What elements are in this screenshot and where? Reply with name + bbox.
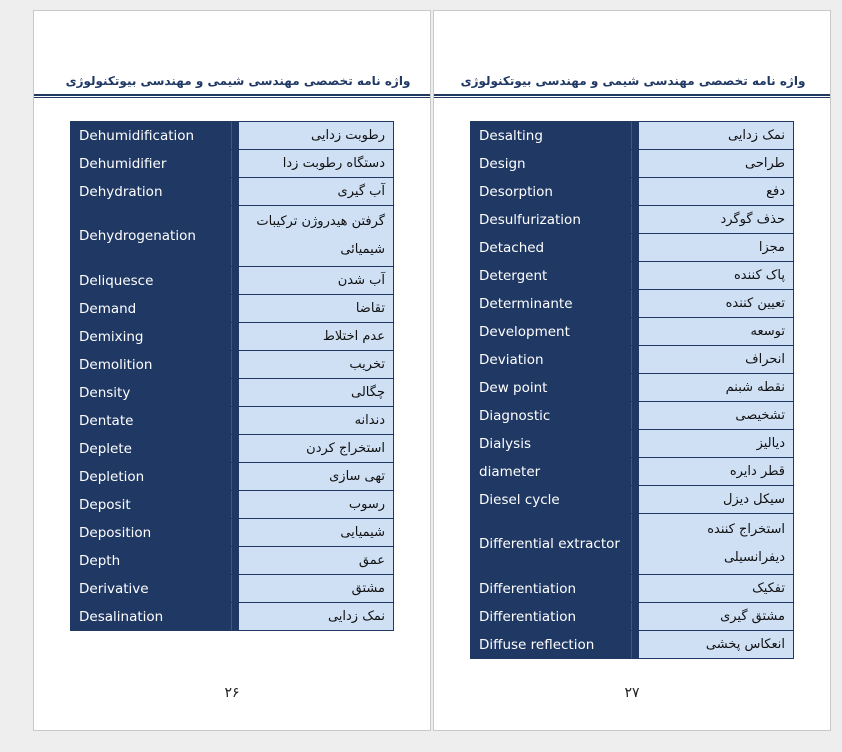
term-cell: Desorption	[471, 178, 639, 206]
table-row	[471, 458, 794, 486]
translation-cell: نمک زدایی	[239, 603, 394, 631]
table-row	[471, 374, 794, 402]
table-row	[71, 491, 394, 519]
translation-cell: نمک زدایی	[639, 122, 794, 150]
term-cell: Dehumidification	[71, 122, 239, 150]
translation-cell: مشتق	[239, 575, 394, 603]
header-rule	[34, 94, 430, 98]
page-number: ۲۷	[624, 685, 640, 701]
table-row	[71, 323, 394, 351]
term-cell: Dew point	[471, 374, 639, 402]
term-cell: Dialysis	[471, 430, 639, 458]
term-cell: Dentate	[71, 407, 239, 435]
term-cell: Desalination	[71, 603, 239, 631]
table-row	[471, 234, 794, 262]
table-row	[471, 631, 794, 659]
translation-cell: آب شدن	[239, 267, 394, 295]
table-row	[471, 318, 794, 346]
table-row	[471, 178, 794, 206]
translation-cell: دفع	[639, 178, 794, 206]
table-row	[471, 575, 794, 603]
table-row	[71, 463, 394, 491]
term-cell: Differentiation	[471, 575, 639, 603]
translation-cell: سیکل دیزل	[639, 486, 794, 514]
table-row	[471, 206, 794, 234]
translation-cell: استخراج کننده دیفرانسیلی	[639, 514, 794, 575]
term-cell: Development	[471, 318, 639, 346]
translation-cell: تهی سازی	[239, 463, 394, 491]
header-title: واژه نامه تخصصی مهندسی شیمی و مهندسی بیوتکنولوژی	[460, 74, 806, 88]
translation-cell: تشخیصی	[639, 402, 794, 430]
term-cell: Dehumidifier	[71, 150, 239, 178]
left-page	[33, 10, 431, 731]
table-row	[71, 150, 394, 178]
table-row	[471, 402, 794, 430]
table-row	[471, 486, 794, 514]
translation-cell: تفکیک	[639, 575, 794, 603]
glossary-table	[70, 121, 394, 631]
term-cell: Determinante	[471, 290, 639, 318]
term-cell: Density	[71, 379, 239, 407]
term-cell: Diagnostic	[471, 402, 639, 430]
term-cell: Desalting	[471, 122, 639, 150]
term-cell: Demolition	[71, 351, 239, 379]
translation-cell: مشتق گیری	[639, 603, 794, 631]
translation-cell: حذف گوگرد	[639, 206, 794, 234]
table-row	[471, 150, 794, 178]
term-cell: Demixing	[71, 323, 239, 351]
term-cell: Design	[471, 150, 639, 178]
right-page	[433, 10, 831, 731]
header-title: واژه نامه تخصصی مهندسی شیمی و مهندسی بیوتکنولوژی	[65, 74, 411, 88]
translation-cell: پاک کننده	[639, 262, 794, 290]
table-row	[71, 435, 394, 463]
translation-cell: شیمیایی	[239, 519, 394, 547]
translation-cell: چگالی	[239, 379, 394, 407]
translation-cell: آب گیری	[239, 178, 394, 206]
translation-cell: رسوب	[239, 491, 394, 519]
term-cell: Diesel cycle	[471, 486, 639, 514]
translation-cell: دیالیز	[639, 430, 794, 458]
term-cell: Demand	[71, 295, 239, 323]
translation-cell: انعکاس پخشی	[639, 631, 794, 659]
term-cell: Depletion	[71, 463, 239, 491]
translation-cell: تقاضا	[239, 295, 394, 323]
glossary-table	[470, 121, 794, 659]
term-cell: Deliquesce	[71, 267, 239, 295]
table-row	[71, 206, 394, 267]
translation-cell: نقطه شبنم	[639, 374, 794, 402]
term-cell: Deviation	[471, 346, 639, 374]
table-row	[471, 262, 794, 290]
table-row	[471, 290, 794, 318]
table-row	[471, 122, 794, 150]
term-cell: Desulfurization	[471, 206, 639, 234]
table-row	[71, 351, 394, 379]
table-row	[71, 267, 394, 295]
translation-cell: تعیین کننده	[639, 290, 794, 318]
translation-cell: استخراج کردن	[239, 435, 394, 463]
table-row	[71, 519, 394, 547]
translation-cell: گرفتن هیدروژن ترکیبات شیمیائی	[239, 206, 394, 267]
term-cell: Detached	[471, 234, 639, 262]
translation-cell: عدم اختلاط	[239, 323, 394, 351]
term-cell: Derivative	[71, 575, 239, 603]
table-row	[71, 547, 394, 575]
table-row	[471, 346, 794, 374]
translation-cell: قطر دایره	[639, 458, 794, 486]
term-cell: Differentiation	[471, 603, 639, 631]
table-row	[471, 603, 794, 631]
table-row	[471, 514, 794, 575]
table-row	[471, 430, 794, 458]
header-rule	[434, 94, 830, 98]
translation-cell: دستگاه رطوبت زدا	[239, 150, 394, 178]
table-row	[71, 603, 394, 631]
translation-cell: تخریب	[239, 351, 394, 379]
translation-cell: دندانه	[239, 407, 394, 435]
term-cell: Deposit	[71, 491, 239, 519]
term-cell: Dehydrogenation	[71, 206, 239, 267]
table-row	[71, 575, 394, 603]
term-cell: Differential extractor	[471, 514, 639, 575]
translation-cell: انحراف	[639, 346, 794, 374]
term-cell: Deplete	[71, 435, 239, 463]
translation-cell: مجزا	[639, 234, 794, 262]
term-cell: Diffuse reflection	[471, 631, 639, 659]
term-cell: Deposition	[71, 519, 239, 547]
term-cell: Detergent	[471, 262, 639, 290]
translation-cell: طراحی	[639, 150, 794, 178]
term-cell: Dehydration	[71, 178, 239, 206]
term-cell: diameter	[471, 458, 639, 486]
table-row	[71, 122, 394, 150]
translation-cell: رطوبت زدایی	[239, 122, 394, 150]
table-row	[71, 407, 394, 435]
table-row	[71, 379, 394, 407]
page-number: ۲۶	[224, 685, 240, 701]
table-row	[71, 178, 394, 206]
translation-cell: عمق	[239, 547, 394, 575]
term-cell: Depth	[71, 547, 239, 575]
table-row	[71, 295, 394, 323]
translation-cell: توسعه	[639, 318, 794, 346]
